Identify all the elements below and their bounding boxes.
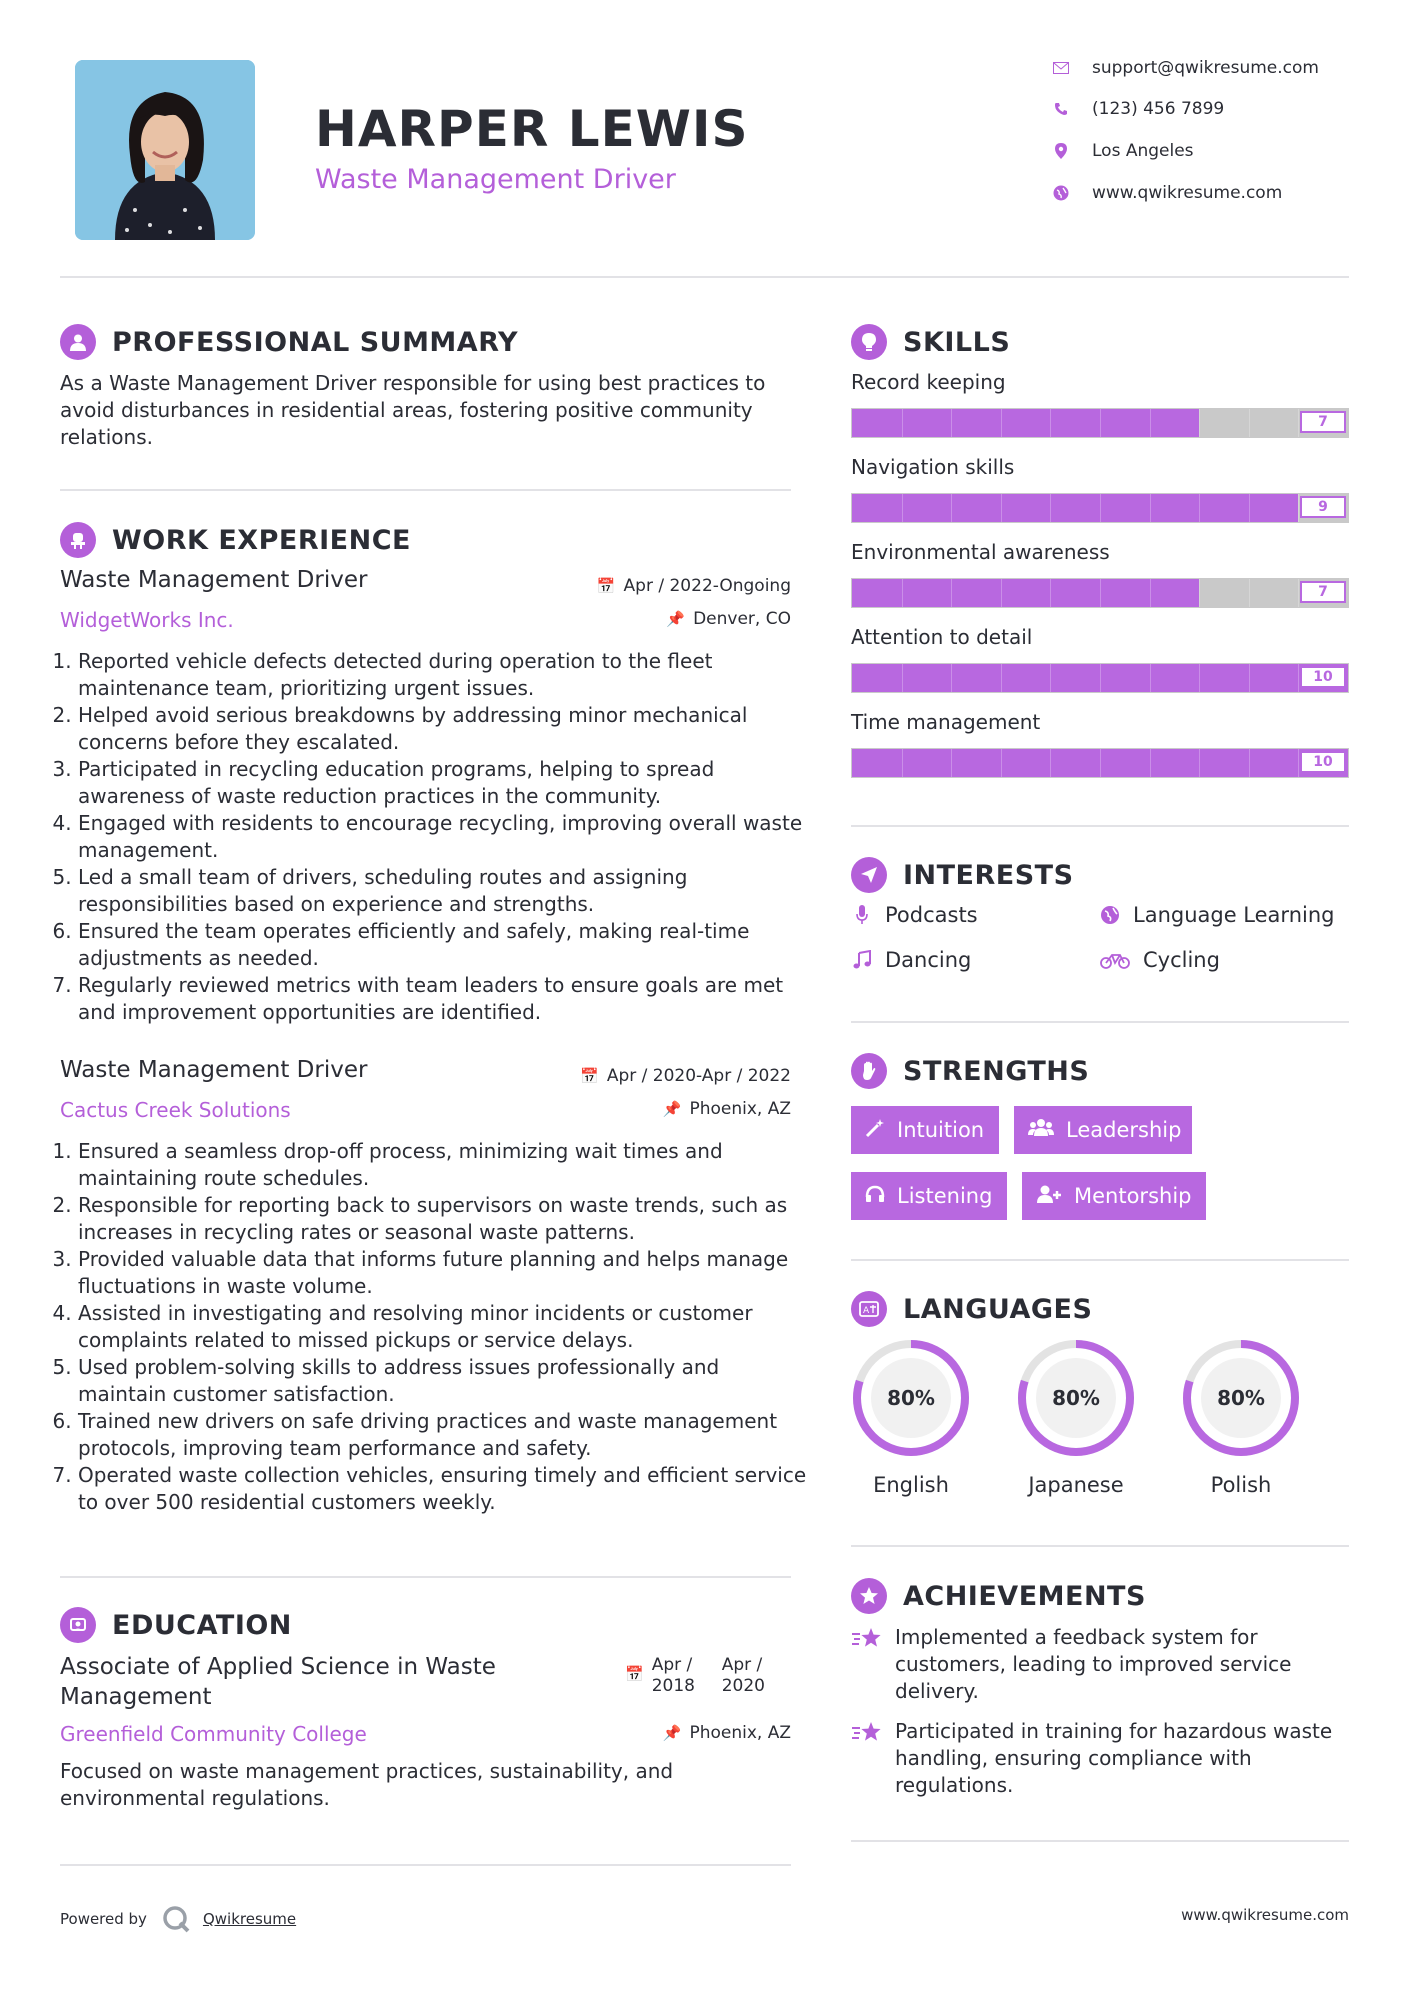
interest-label: Language Learning <box>1133 903 1335 927</box>
skill-bar-segment <box>1199 409 1200 437</box>
education-divider <box>60 1864 791 1866</box>
skill-bar-segment <box>1001 664 1002 692</box>
language-percent: 80% <box>1217 1386 1265 1410</box>
star-icon <box>851 1720 895 1799</box>
summary-section-header <box>60 324 518 360</box>
list-item: 4. Engaged with residents to encourage recycling, improving overall waste management. <box>78 810 813 864</box>
list-item: 3. Participated in recycling education programs, helping to spread awareness of waste reduction practices in the community. <box>78 756 813 810</box>
job-1-location-text: Denver, CO <box>693 609 791 629</box>
list-item: 3. Provided valuable data that informs future planning and helps manage fluctuations in waste volume. <box>78 1246 813 1300</box>
summary-divider <box>60 489 791 491</box>
language-icon <box>851 1291 887 1327</box>
calendar-icon: 📅 <box>580 1067 599 1085</box>
lightbulb-icon <box>851 324 887 360</box>
achievements-divider <box>851 1840 1349 1842</box>
skills-section-header <box>851 324 1010 360</box>
job-1-dates <box>500 576 791 596</box>
strength-chip-listening <box>851 1172 1007 1220</box>
language-name: English <box>873 1473 949 1497</box>
skills-divider <box>851 825 1349 827</box>
skill-bar-segment <box>1199 579 1200 607</box>
skill-level-value: 7 <box>1300 411 1346 433</box>
skill-level-bar <box>851 663 1349 693</box>
skill-bar-segment <box>1100 579 1101 607</box>
hand-icon <box>851 1053 887 1089</box>
strength-label: Leadership <box>1066 1118 1182 1142</box>
star-icon <box>851 1626 895 1705</box>
microphone-icon <box>851 905 873 925</box>
education-end: Apr / 2020 <box>721 1655 765 1696</box>
skill-bar-segment <box>1199 749 1200 777</box>
interest-label: Cycling <box>1143 948 1220 972</box>
degree-title: Associate of Applied Science in Waste Management <box>60 1654 496 1710</box>
language-name: Polish <box>1210 1473 1272 1497</box>
education-location-text: Phoenix, AZ <box>689 1723 791 1743</box>
skill-level-value: 9 <box>1300 496 1346 518</box>
languages-divider <box>851 1545 1349 1547</box>
envelope-icon <box>1052 59 1070 77</box>
job-1-duties <box>60 648 813 1026</box>
strength-chip-mentorship <box>1022 1172 1206 1220</box>
magic-wand-icon <box>865 1118 885 1143</box>
skill-bar-segment <box>1150 494 1151 522</box>
language-percent: 80% <box>887 1386 935 1410</box>
skill-label: Navigation skills <box>851 455 1015 479</box>
contact-location <box>1052 141 1194 161</box>
interest-language-learning <box>1099 903 1334 927</box>
contact-phone[interactable] <box>1052 99 1224 119</box>
list-item: 6. Ensured the team operates efficiently and safely, making real-time adjustments as needed. <box>78 918 813 972</box>
pin-icon: 📌 <box>666 610 686 628</box>
skill-bar-segment <box>951 494 952 522</box>
calendar-icon: 📅 <box>596 577 616 595</box>
interest-label: Dancing <box>885 948 972 972</box>
skills-heading: SKILLS <box>903 326 1011 358</box>
interest-cycling <box>1099 948 1220 972</box>
job-2-company: Cactus Creek Solutions <box>60 1098 291 1122</box>
skill-bar-segment <box>1050 579 1051 607</box>
skill-bar-segment <box>1249 494 1250 522</box>
qwikresume-logo-icon <box>161 1904 191 1934</box>
graduation-icon <box>60 1607 96 1643</box>
skill-bar-segment <box>1150 409 1151 437</box>
phone-icon <box>1052 100 1070 118</box>
skill-level-value: 10 <box>1300 751 1346 773</box>
list-item: 2. Responsible for reporting back to supervisors on waste trends, such as increases in recycling rates or seasonal waste patterns. <box>78 1192 813 1246</box>
list-item: 4. Assisted in investigating and resolving minor incidents or customer complaints related to missed pickups or service delays. <box>78 1300 813 1354</box>
skill-bar-segment <box>1050 409 1051 437</box>
strengths-heading: STRENGTHS <box>903 1055 1090 1087</box>
skill-level-bar <box>851 493 1349 523</box>
skill-bar-segment <box>902 664 903 692</box>
star-badge-icon <box>851 1578 887 1614</box>
list-item: 5. Used problem-solving skills to address issues professionally and maintain customer satisfaction. <box>78 1354 813 1408</box>
footer-url[interactable]: www.qwikresume.com <box>1181 1906 1349 1924</box>
user-icon <box>60 324 96 360</box>
pin-icon: 📌 <box>662 1724 682 1742</box>
contact-website-text: www.qwikresume.com <box>1092 183 1283 203</box>
strength-label: Intuition <box>897 1118 985 1142</box>
skill-bar-segment <box>951 409 952 437</box>
calendar-icon: 📅 <box>625 1665 644 1683</box>
job-2-location <box>500 1099 791 1119</box>
skill-bar-segment <box>902 409 903 437</box>
skill-bar-segment <box>902 494 903 522</box>
achievement-item <box>851 1624 1351 1705</box>
list-item: 7. Operated waste collection vehicles, ensuring timely and efficient service to over 500 residential customers weekly. <box>78 1462 813 1516</box>
education-section-header <box>60 1607 292 1643</box>
interest-label: Podcasts <box>885 903 978 927</box>
skill-level-fill <box>852 409 1199 437</box>
language-percent: 80% <box>1052 1386 1100 1410</box>
skill-label: Time management <box>851 710 1041 734</box>
job-1-company: WidgetWorks Inc. <box>60 608 234 632</box>
education-start: Apr / 2018 <box>651 1655 695 1696</box>
job-2-dates-text: Apr / 2020-Apr / 2022 <box>606 1066 791 1086</box>
globe-icon <box>1052 184 1070 202</box>
skill-bar-segment <box>1050 664 1051 692</box>
skill-level-bar <box>851 748 1349 778</box>
achievement-text: Implemented a feedback system for customers, leading to improved service delivery. <box>895 1625 1292 1703</box>
skill-bar-segment <box>1001 749 1002 777</box>
interests-heading: INTERESTS <box>903 859 1074 891</box>
interest-podcasts <box>851 903 978 927</box>
job-2-dates <box>480 1066 791 1086</box>
education-description: Focused on waste management practices, sustainability, and environmental regulations. <box>60 1759 674 1810</box>
language-proficiency-ring <box>1016 1338 1136 1458</box>
job-2-title: Waste Management Driver <box>60 1057 368 1083</box>
pin-icon: 📌 <box>662 1100 682 1118</box>
skill-bar-segment <box>902 579 903 607</box>
languages-heading: LANGUAGES <box>903 1293 1093 1325</box>
experience-section-header <box>60 522 411 558</box>
skill-level-bar <box>851 408 1349 438</box>
map-pin-icon <box>1052 142 1070 160</box>
interests-divider <box>851 1021 1349 1023</box>
skill-bar-segment <box>1199 494 1200 522</box>
skill-label: Environmental awareness <box>851 540 1110 564</box>
skill-bar-segment <box>1001 494 1002 522</box>
list-item: 1. Ensured a seamless drop-off process, minimizing wait times and maintaining route schedules. <box>78 1138 813 1192</box>
job-1-title: Waste Management Driver <box>60 567 368 593</box>
footer-powered-by <box>60 1904 296 1934</box>
skill-bar-segment <box>1100 749 1101 777</box>
skill-bar-segment <box>951 749 952 777</box>
education-heading: EDUCATION <box>112 1609 292 1641</box>
headphones-icon <box>865 1185 885 1208</box>
skill-bar-segment <box>951 664 952 692</box>
globe-icon <box>1099 905 1121 925</box>
contact-website[interactable] <box>1052 183 1282 203</box>
users-icon <box>1028 1118 1054 1143</box>
list-item: 5. Led a small team of drivers, scheduling routes and assigning responsibilities based on experience and strengths. <box>78 864 813 918</box>
candidate-title: Waste Management Driver <box>315 164 676 195</box>
skill-bar-segment <box>902 749 903 777</box>
experience-heading: WORK EXPERIENCE <box>112 524 411 556</box>
skill-bar-segment <box>1249 409 1250 437</box>
powered-by-text: Powered by <box>60 1910 147 1928</box>
contact-phone-text: (123) 456 7899 <box>1092 99 1225 119</box>
profile-photo <box>75 60 255 240</box>
candidate-name: HARPER LEWIS <box>315 100 749 158</box>
skill-bar-segment <box>1100 664 1101 692</box>
skill-bar-segment <box>1050 749 1051 777</box>
briefcase-icon <box>60 522 96 558</box>
skill-level-fill <box>852 579 1199 607</box>
list-item: 1. Reported vehicle defects detected during operation to the fleet maintenance team, prioritizing urgent issues. <box>78 648 813 702</box>
skill-bar-segment <box>1100 409 1101 437</box>
list-item: 6. Trained new drivers on safe driving practices and waste management protocols, improving team performance and safety. <box>78 1408 813 1462</box>
contact-location-text: Los Angeles <box>1092 141 1194 161</box>
job-2-duties <box>60 1138 813 1516</box>
bicycle-icon <box>1099 951 1131 969</box>
skill-label: Attention to detail <box>851 625 1033 649</box>
language-name: Japanese <box>1028 1473 1124 1497</box>
skill-level-value: 10 <box>1300 666 1346 688</box>
skill-level-fill <box>852 494 1298 522</box>
school-name: Greenfield Community College <box>60 1722 367 1746</box>
job-1-location <box>500 609 791 629</box>
strengths-divider <box>851 1259 1349 1261</box>
interests-section-header <box>851 857 1074 893</box>
achievements-section-header <box>851 1578 1146 1614</box>
skill-level-value: 7 <box>1300 581 1346 603</box>
strength-label: Mentorship <box>1074 1184 1192 1208</box>
summary-text: As a Waste Management Driver responsible for using best practices to avoid disturbances in residential areas, fostering positive community relations. <box>60 371 766 449</box>
strength-chip-leadership <box>1014 1106 1192 1154</box>
achievements-heading: ACHIEVEMENTS <box>903 1580 1146 1612</box>
achievement-text: Participated in training for hazardous waste handling, ensuring compliance with regulations. <box>895 1719 1333 1797</box>
skill-bar-segment <box>1249 749 1250 777</box>
language-proficiency-ring <box>851 1338 971 1458</box>
job-1-dates-text: Apr / 2022-Ongoing <box>623 576 791 596</box>
music-note-icon <box>851 950 873 970</box>
skill-level-bar <box>851 578 1349 608</box>
skill-bar-segment <box>1100 494 1101 522</box>
strength-chip-intuition <box>851 1106 999 1154</box>
list-item: 2. Helped avoid serious breakdowns by addressing minor mechanical concerns before they escalated. <box>78 702 813 756</box>
skill-bar-segment <box>1001 409 1002 437</box>
skill-bar-segment <box>1150 749 1151 777</box>
experience-divider <box>60 1576 791 1578</box>
job-2-location-text: Phoenix, AZ <box>689 1099 791 1119</box>
svg-text:A: A <box>863 1306 870 1316</box>
skill-bar-segment <box>1199 664 1200 692</box>
education-location <box>500 1723 791 1743</box>
paper-plane-icon <box>851 857 887 893</box>
skill-label: Record keeping <box>851 370 1006 394</box>
skill-bar-segment <box>1249 579 1250 607</box>
strength-label: Listening <box>897 1184 993 1208</box>
user-plus-icon <box>1036 1184 1062 1209</box>
skill-bar-segment <box>1050 494 1051 522</box>
list-item: 7. Regularly reviewed metrics with team leaders to ensure goals are met and improvement opportunities are identified. <box>78 972 813 1026</box>
skill-bar-segment <box>1150 579 1151 607</box>
skill-bar-segment <box>951 579 952 607</box>
interest-dancing <box>851 948 971 972</box>
summary-heading: PROFESSIONAL SUMMARY <box>112 326 519 358</box>
strengths-section-header <box>851 1053 1089 1089</box>
contact-email-text: support@qwikresume.com <box>1092 58 1319 78</box>
header-divider <box>60 276 1349 278</box>
contact-email[interactable] <box>1052 58 1319 78</box>
skill-bar-segment <box>1001 579 1002 607</box>
language-proficiency-ring <box>1181 1338 1301 1458</box>
education-dates <box>625 1655 772 1697</box>
skill-bar-segment <box>1150 664 1151 692</box>
qwikresume-link[interactable]: Qwikresume <box>202 1910 297 1928</box>
languages-section-header <box>851 1291 1092 1327</box>
skill-bar-segment <box>1249 664 1250 692</box>
achievement-item <box>851 1718 1351 1799</box>
